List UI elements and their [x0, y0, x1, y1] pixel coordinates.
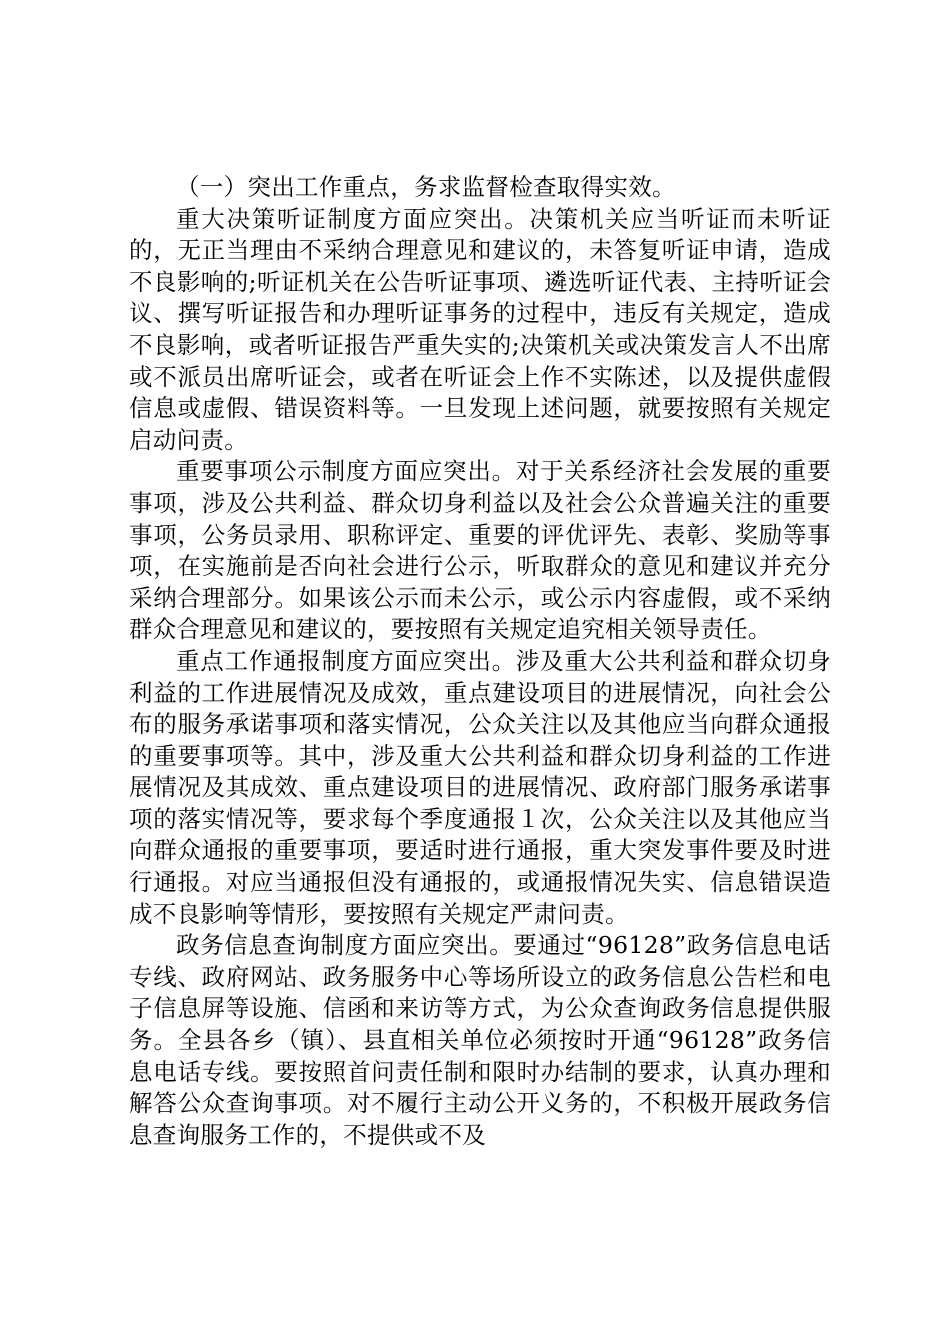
section-heading: （一）突出工作重点，务求监督检查取得实效。: [176, 173, 676, 201]
paragraph-decision-hearing: 重大决策听证制度方面应突出。决策机关应当听证而未听证的，无正当理由不采纳合理意见和建议的，未答复听证申请，造成不良影响的;听证机关在公告听证事项、遴选听证代表、主持听证会议、撰写听证报告和办理听证事务的过程中，违反有关规定，造成不良影响，或者听证报告严重失实的;决策机关或决策发言人不出席或不派员出席听证会，或者在听证会上作不实陈述，以及提供虚假信息或虚假、错误资料等。一旦发现上述问题，就要按照有关规定启动问责。: [129, 204, 831, 454]
paragraph-public-notice: 重要事项公示制度方面应突出。对于关系经济社会发展的重要事项，涉及公共利益、群众切身利益以及社会公众普遍关注的重要事项，公务员录用、职称评定、重要的评优评先、表彰、奖励等事项，在实施前是否向社会进行公示，听取群众的意见和建议并充分采纳合理部分。如果该公示而未公示，或公示内容虚假，或不采纳群众合理意见和建议的，要按照有关规定追究相关领导责任。: [129, 457, 831, 644]
paragraph-info-query: 政务信息查询制度方面应突出。要通过“96128”政务信息电话专线、政府网站、政务服务中心等场所设立的政务信息公告栏和电子信息屏等设施、信函和来访等方式，为公众查询政务信息提供服务。全县各乡（镇）、县直相关单位必须按时开通“96128”政务信息电话专线。要按照首问责任制和限时办结制的要求，认真办理和解答公众查询事项。对不履行主动公开义务的，不积极开展政务信息查询服务工作的，不提供或不及: [129, 931, 831, 1149]
document-body: [129, 172, 831, 1151]
paragraph-work-report: 重点工作通报制度方面应突出。涉及重大公共利益和群众切身利益的工作进展情况及成效，重点建设项目的进展情况，向社会公布的服务承诺事项和落实情况，公众关注以及其他应当向群众通报的重要事项等。其中，涉及重大公共利益和群众切身利益的工作进展情况及其成效、重点建设项目的进展情况、政府部门服务承诺事项的落实情况等，要求每个季度通报１次，公众关注以及其他应当向群众通报的重要事项，要适时进行通报，重大突发事件要及时进行通报。对应当通报但没有通报的，或通报情况失实、信息错误造成不良影响等情形，要按照有关规定严肃问责。: [129, 646, 831, 928]
